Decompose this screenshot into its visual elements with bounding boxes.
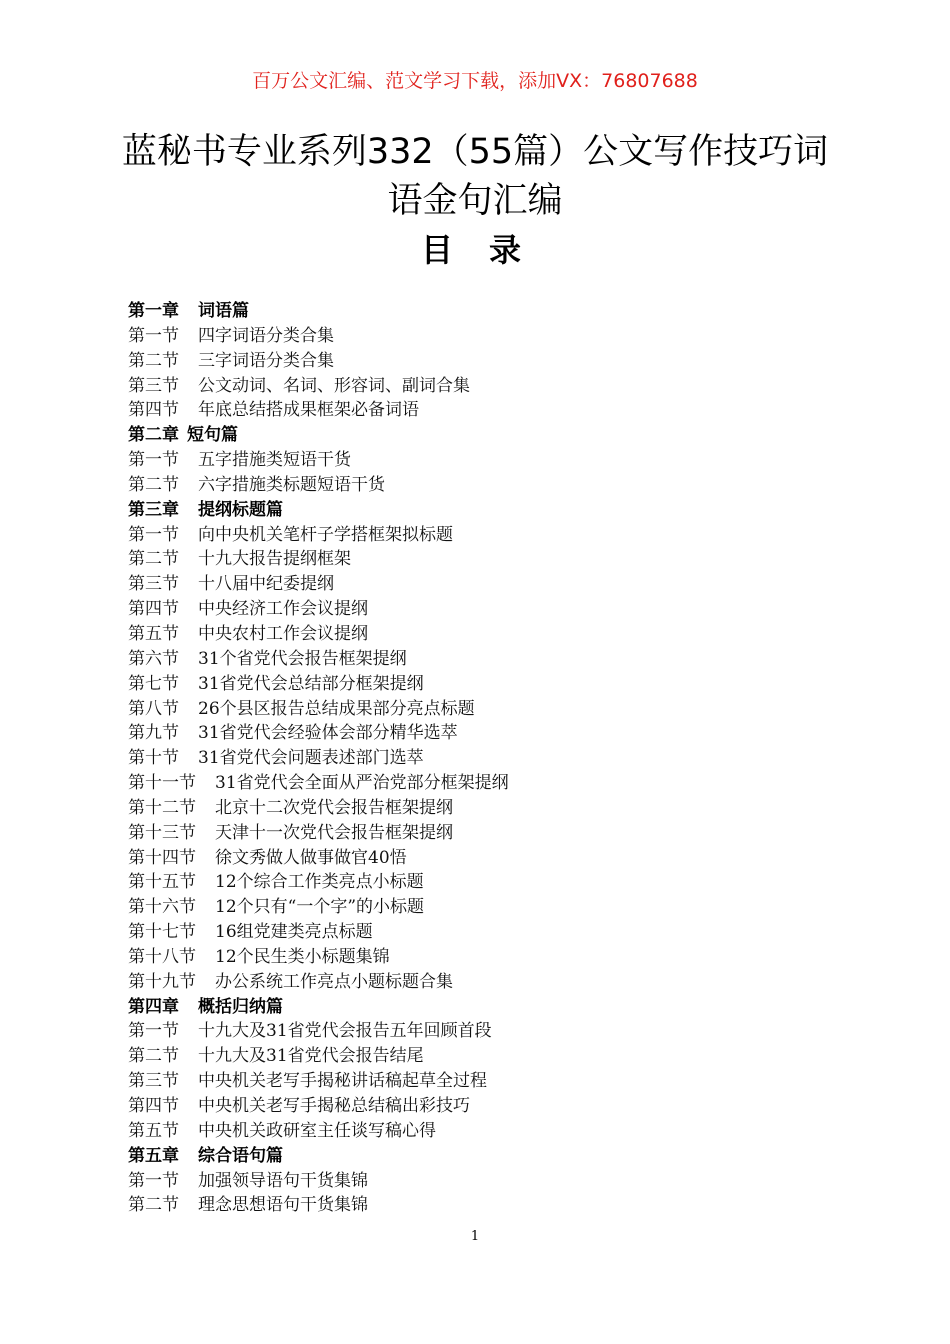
toc-section (128, 895, 848, 920)
toc-section (128, 349, 848, 374)
toc-section (128, 945, 848, 970)
toc-section (128, 622, 848, 647)
toc-chapter (128, 995, 848, 1020)
toc-entry-label: 第四节 (128, 599, 179, 620)
toc-entry-title: 中央农村工作会议提纲 (198, 623, 368, 644)
toc-section (128, 821, 848, 846)
toc-entry-title: 中央经济工作会议提纲 (198, 599, 368, 620)
toc-entry-label: 第五节 (128, 623, 179, 644)
toc-entry-title: 天津十一次党代会报告框架提纲 (215, 822, 453, 843)
toc-entry-label: 第四章 (128, 996, 179, 1017)
toc-entry-label: 第三章 (128, 499, 179, 520)
toc-entry-title: 31个省党代会报告框架提纲 (198, 648, 407, 669)
toc-chapter (128, 498, 848, 523)
toc-heading-char-1: 目 (420, 231, 461, 269)
toc-entry-title: 十九大及31省党代会报告五年回顾首段 (198, 1021, 492, 1042)
toc-entry-title: 徐文秀做人做事做官40悟 (215, 847, 407, 868)
toc-entry-title: 31省党代会总结部分框架提纲 (198, 673, 424, 694)
toc-entry-title: 16组党建类亮点标题 (215, 922, 373, 943)
toc-entry-label: 第一章 (128, 301, 179, 321)
toc-entry-title: 三字词语分类合集 (198, 350, 334, 371)
toc-entry-label: 第一节 (128, 1021, 179, 1042)
toc-section (128, 746, 848, 771)
toc-entry-label: 第三节 (128, 375, 179, 396)
toc-entry-label: 第二节 (128, 1046, 179, 1067)
toc-section (128, 324, 848, 349)
toc-entry-label: 第十五节 (128, 872, 196, 893)
toc-entry-label: 第一节 (128, 450, 179, 471)
toc-entry-title: 综合语句篇 (198, 1145, 283, 1166)
toc-section (128, 398, 848, 423)
toc-entry-label: 第十三节 (128, 822, 196, 843)
toc-section (128, 597, 848, 622)
toc-heading (0, 228, 950, 272)
toc-entry-title: 中央机关老写手揭秘讲话稿起草全过程 (198, 1071, 487, 1092)
toc-entry-label: 第十二节 (128, 797, 196, 818)
toc-entry-title: 31省党代会全面从严治党部分框架提纲 (215, 773, 509, 794)
page-number: 1 (470, 1229, 480, 1244)
toc-entry-label: 第二节 (128, 1195, 179, 1216)
toc-entry-label: 第四节 (128, 400, 179, 421)
toc-entry-title: 办公系统工作亮点小题标题合集 (215, 971, 453, 992)
toc-section (128, 448, 848, 473)
toc-entry-title: 提纲标题篇 (198, 499, 283, 520)
toc-section (128, 796, 848, 821)
toc-section (128, 1069, 848, 1094)
header-banner: 百万公文汇编、范文学习下载，添加VX：76807688 (252, 70, 698, 92)
toc-section (128, 697, 848, 722)
toc-section (128, 870, 848, 895)
toc-entry-label: 第十四节 (128, 847, 196, 868)
toc-chapter (128, 299, 848, 324)
toc-entry-title: 年底总结搭成果框架必备词语 (198, 400, 419, 421)
toc-section (128, 1193, 848, 1218)
toc-entry-title: 中央机关老写手揭秘总结稿出彩技巧 (198, 1096, 470, 1116)
toc-entry-title: 公文动词、名词、形容词、副词合集 (198, 375, 470, 396)
toc-entry-label: 第二节 (128, 549, 179, 570)
document-title-line-1: 蓝秘书专业系列332（55篇）公文写作技巧词 (121, 132, 829, 172)
toc-section (128, 523, 848, 548)
toc-entry-title: 五字措施类短语干货 (198, 450, 351, 471)
toc-entry-label: 第一节 (128, 1170, 179, 1191)
toc-entry-title: 中央机关政研室主任谈写稿心得 (198, 1120, 436, 1141)
toc-entry-title: 北京十二次党代会报告框架提纲 (215, 797, 453, 818)
toc-entry-title: 加强领导语句干货集锦 (198, 1170, 368, 1191)
toc-section (128, 1119, 848, 1144)
toc-entry-title: 短句篇 (187, 425, 238, 446)
toc-section (128, 572, 848, 597)
document-title-line-2: 语金句汇编 (387, 181, 563, 221)
toc-section (128, 473, 848, 498)
toc-section (128, 672, 848, 697)
toc-section (128, 1169, 848, 1194)
toc-entry-title: 十九大报告提纲框架 (198, 549, 351, 570)
toc-entry-label: 第十六节 (128, 897, 196, 918)
toc-chapter (128, 1144, 848, 1169)
toc-entry-title: 词语篇 (198, 301, 249, 321)
toc-entry-label: 第一节 (128, 524, 179, 545)
toc-section (128, 920, 848, 945)
toc-entry-label: 第十一节 (128, 773, 196, 794)
toc-entry-title: 十八届中纪委提纲 (198, 574, 334, 595)
toc-entry-label: 第七节 (128, 673, 179, 694)
toc-entry-title: 六字措施类标题短语干货 (198, 474, 385, 495)
toc-heading-char-2: 录 (489, 231, 530, 269)
toc-entry-title: 12个综合工作类亮点小标题 (215, 872, 424, 893)
toc-entry-title: 十九大及31省党代会报告结尾 (198, 1046, 424, 1067)
toc-section (128, 547, 848, 572)
toc-entry-title: 理念思想语句干货集锦 (198, 1195, 368, 1216)
toc-section (128, 1094, 848, 1119)
toc-entry-title: 概括归纳篇 (198, 996, 283, 1017)
toc-entry-title: 26个县区报告总结成果部分亮点标题 (198, 698, 475, 719)
toc-section (128, 970, 848, 995)
toc-entry-label: 第三节 (128, 1071, 179, 1092)
toc-chapter (128, 423, 848, 448)
toc-entry-title: 四字词语分类合集 (198, 325, 334, 346)
toc-entry-label: 第十八节 (128, 946, 196, 967)
toc-entry-label: 第十七节 (128, 922, 196, 943)
toc-entry-title: 12个只有“一个字”的小标题 (215, 897, 425, 918)
toc-entry-label: 第四节 (128, 1096, 179, 1116)
toc-section (128, 1044, 848, 1069)
toc-section (128, 721, 848, 746)
toc-section (128, 1019, 848, 1044)
toc-entry-title: 12个民生类小标题集锦 (215, 946, 390, 967)
toc-entry-label: 第五章 (128, 1145, 179, 1166)
toc-section (128, 771, 848, 796)
toc-section (128, 647, 848, 672)
toc-entry-title: 向中央机关笔杆子学搭框架拟标题 (198, 524, 453, 545)
toc-entry-label: 第二章 (128, 425, 179, 446)
toc-entry-label: 第二节 (128, 474, 179, 495)
toc-entry-title: 31省党代会经验体会部分精华选萃 (198, 723, 458, 744)
table-of-contents (128, 299, 848, 1218)
toc-section (128, 846, 848, 871)
toc-entry-label: 第三节 (128, 574, 179, 595)
toc-entry-label: 第五节 (128, 1120, 179, 1141)
toc-entry-label: 第一节 (128, 325, 179, 346)
toc-entry-label: 第十节 (128, 748, 179, 769)
toc-entry-label: 第十九节 (128, 971, 196, 992)
toc-entry-label: 第九节 (128, 723, 179, 744)
toc-entry-label: 第八节 (128, 698, 179, 719)
toc-entry-title: 31省党代会问题表述部门选萃 (198, 748, 424, 769)
toc-section (128, 374, 848, 399)
toc-entry-label: 第二节 (128, 350, 179, 371)
toc-entry-label: 第六节 (128, 648, 179, 669)
